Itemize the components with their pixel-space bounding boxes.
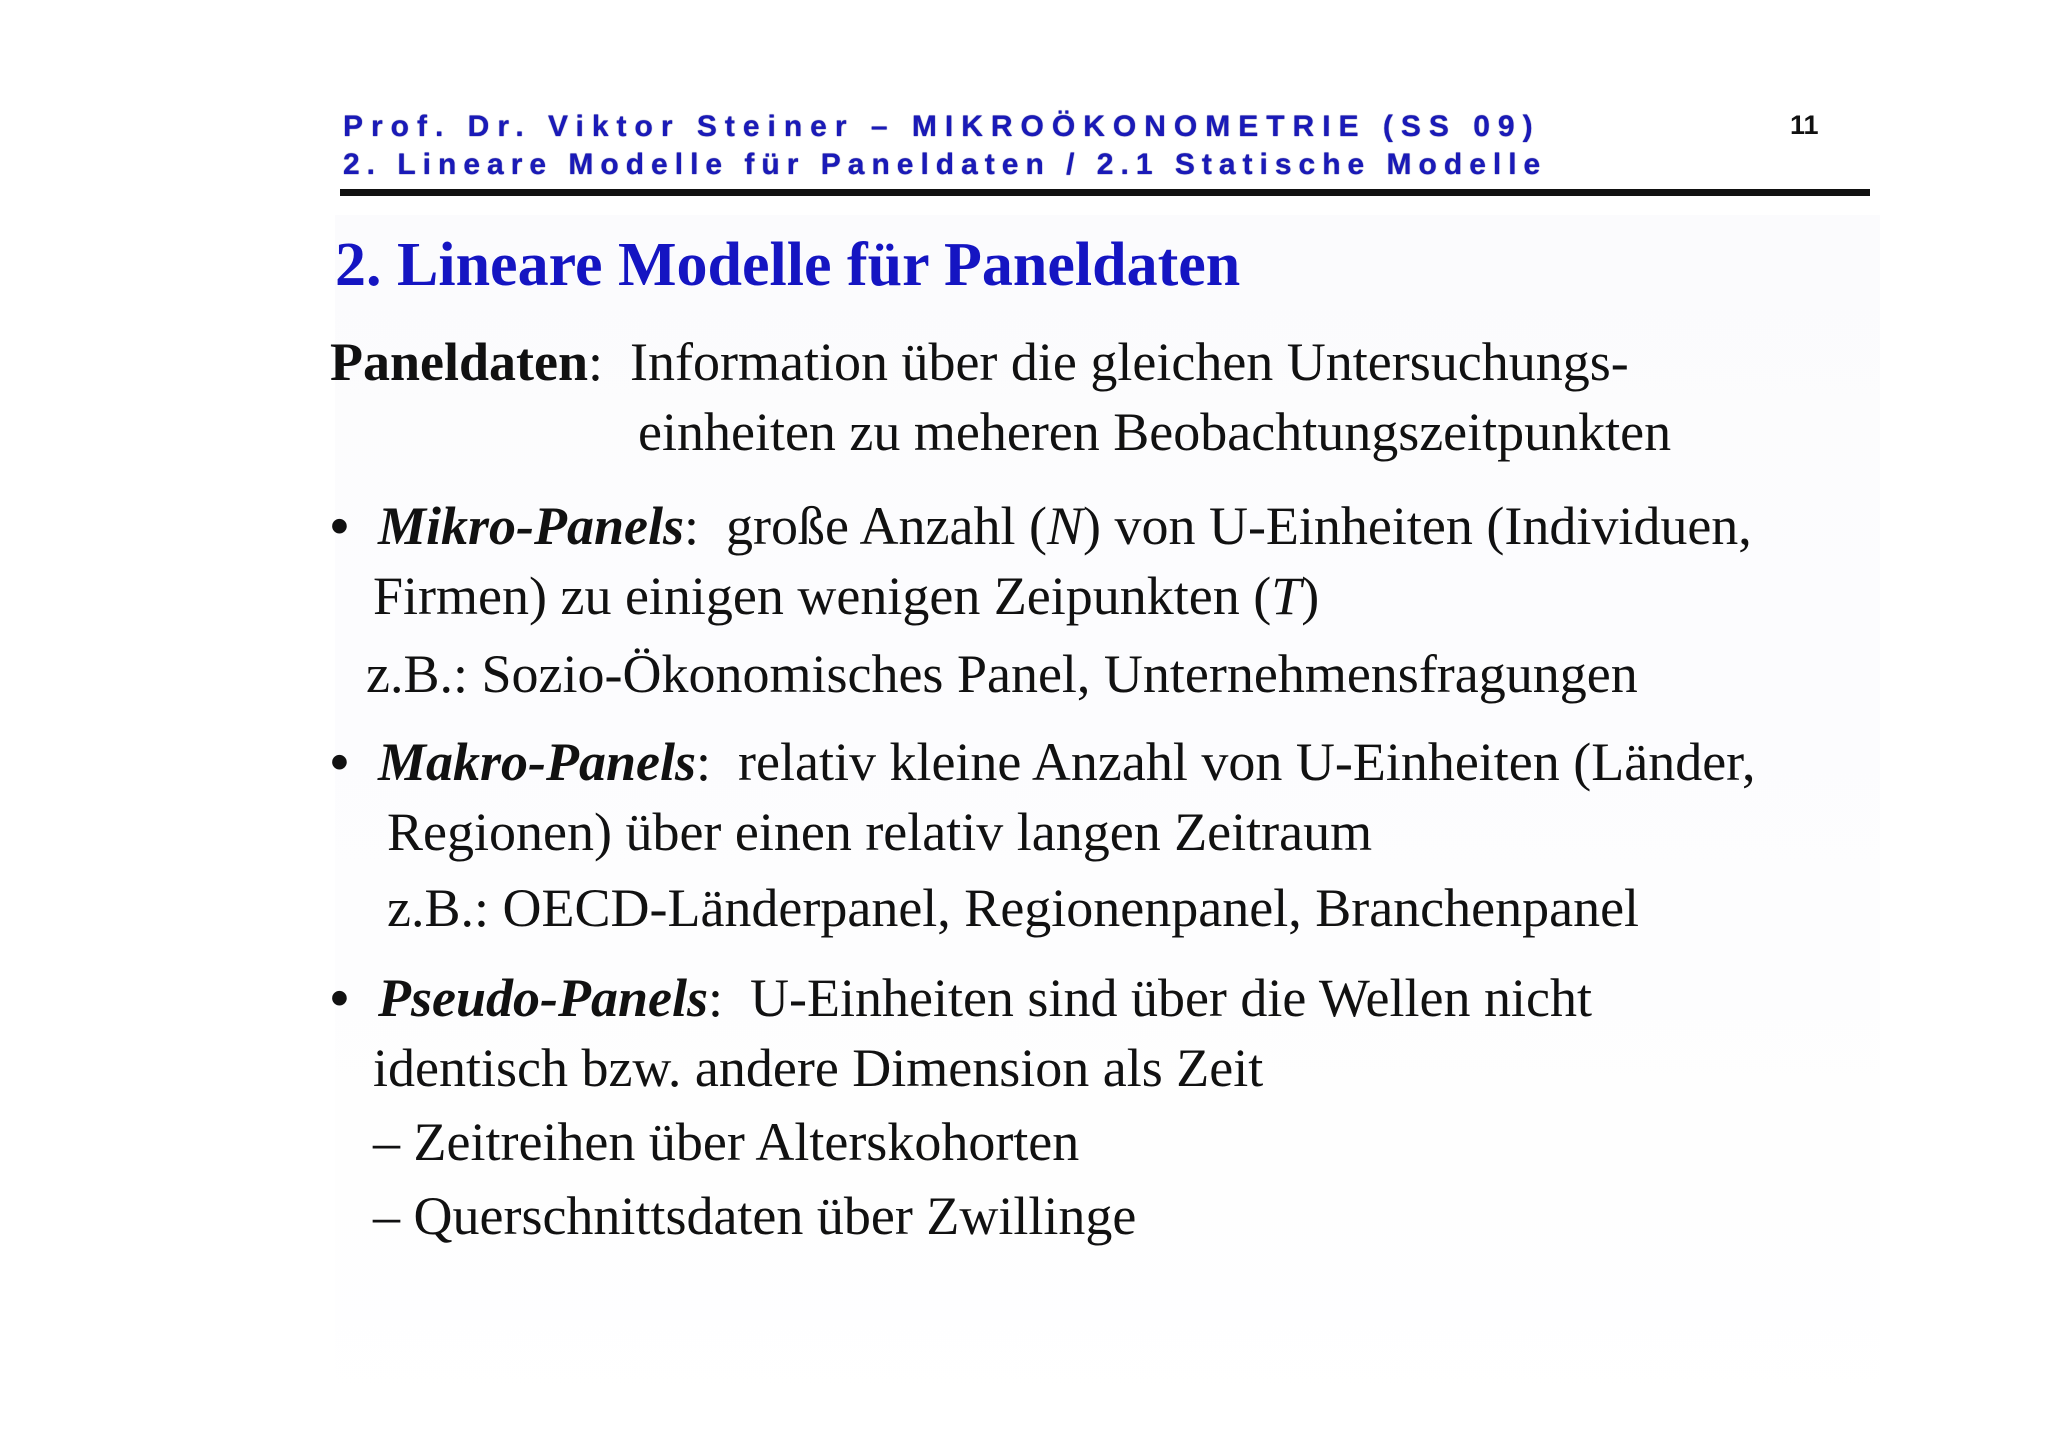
bullet-pseudo-line-2 [373, 1036, 1263, 1100]
bullet-pseudo-line-1 [330, 966, 1592, 1030]
bullet-makro-example [387, 876, 1639, 940]
bullet-text: große Anzahl ( [726, 496, 1047, 556]
sub-item [373, 1110, 1079, 1174]
bullet-text: ) von U-Einheiten (Individuen, [1082, 496, 1752, 556]
definition-text-1: Information über die gleichen Untersuchungs- [630, 332, 1629, 392]
bullet-term: Mikro-Panels [378, 496, 685, 556]
definition-text-2: einheiten zu meheren Beobachtungszeitpunkten [638, 402, 1672, 462]
bullet-mikro-line-2 [373, 564, 1319, 628]
bullet-marker: • [330, 496, 349, 556]
definition-colon: : [588, 332, 604, 392]
bullet-marker: • [330, 968, 349, 1028]
bullet-makro-line-1 [330, 730, 1756, 794]
bullet-makro-line-2 [387, 800, 1372, 864]
bullet-text: relativ kleine Anzahl von U-Einheiten (Länder, [738, 732, 1756, 792]
bullet-text: ) [1301, 566, 1320, 626]
bullet-text: Firmen) zu einigen wenigen Zeipunkten ( [373, 566, 1272, 626]
definition-term: Paneldaten [330, 332, 589, 392]
bullet-text: U-Einheiten sind über die Wellen nicht [750, 968, 1592, 1028]
definition-line-1 [330, 330, 1629, 394]
sub-item-text: – Zeitreihen über Alterskohorten [373, 1112, 1080, 1172]
slide-header [343, 108, 1878, 184]
bullet-text: Regionen) über einen relativ langen Zeitraum [387, 802, 1373, 862]
bullet-term: Pseudo-Panels [378, 968, 708, 1028]
variable-t: T [1271, 566, 1302, 626]
bullet-colon: : [696, 732, 712, 792]
slide-title: 2. Lineare Modelle für Paneldaten [335, 231, 1241, 299]
page-number: 11 [1790, 110, 1819, 140]
header-divider [340, 189, 1870, 196]
bullet-marker: • [330, 732, 349, 792]
example-text: z.B.: OECD-Länderpanel, Regionenpanel, Branchenpanel [387, 878, 1640, 938]
bullet-mikro-line-1 [330, 494, 1752, 558]
example-text: z.B.: Sozio-Ökonomisches Panel, Unternehmensfragungen [366, 644, 1638, 704]
variable-n: N [1046, 496, 1083, 556]
definition-line-2 [638, 400, 1671, 464]
sub-item [373, 1184, 1136, 1248]
bullet-colon: : [684, 496, 700, 556]
header-section-line: 2. Lineare Modelle für Paneldaten / 2.1 Statische Modelle [343, 148, 1548, 181]
bullet-colon: : [708, 968, 724, 1028]
bullet-mikro-example [366, 642, 1638, 706]
sub-item-text: – Querschnittsdaten über Zwillinge [373, 1186, 1137, 1246]
header-course-line: Prof. Dr. Viktor Steiner – MIKROÖKONOMETRIE (SS 09) [343, 110, 1541, 143]
bullet-term: Makro-Panels [378, 732, 697, 792]
bullet-text: identisch bzw. andere Dimension als Zeit [373, 1038, 1264, 1098]
